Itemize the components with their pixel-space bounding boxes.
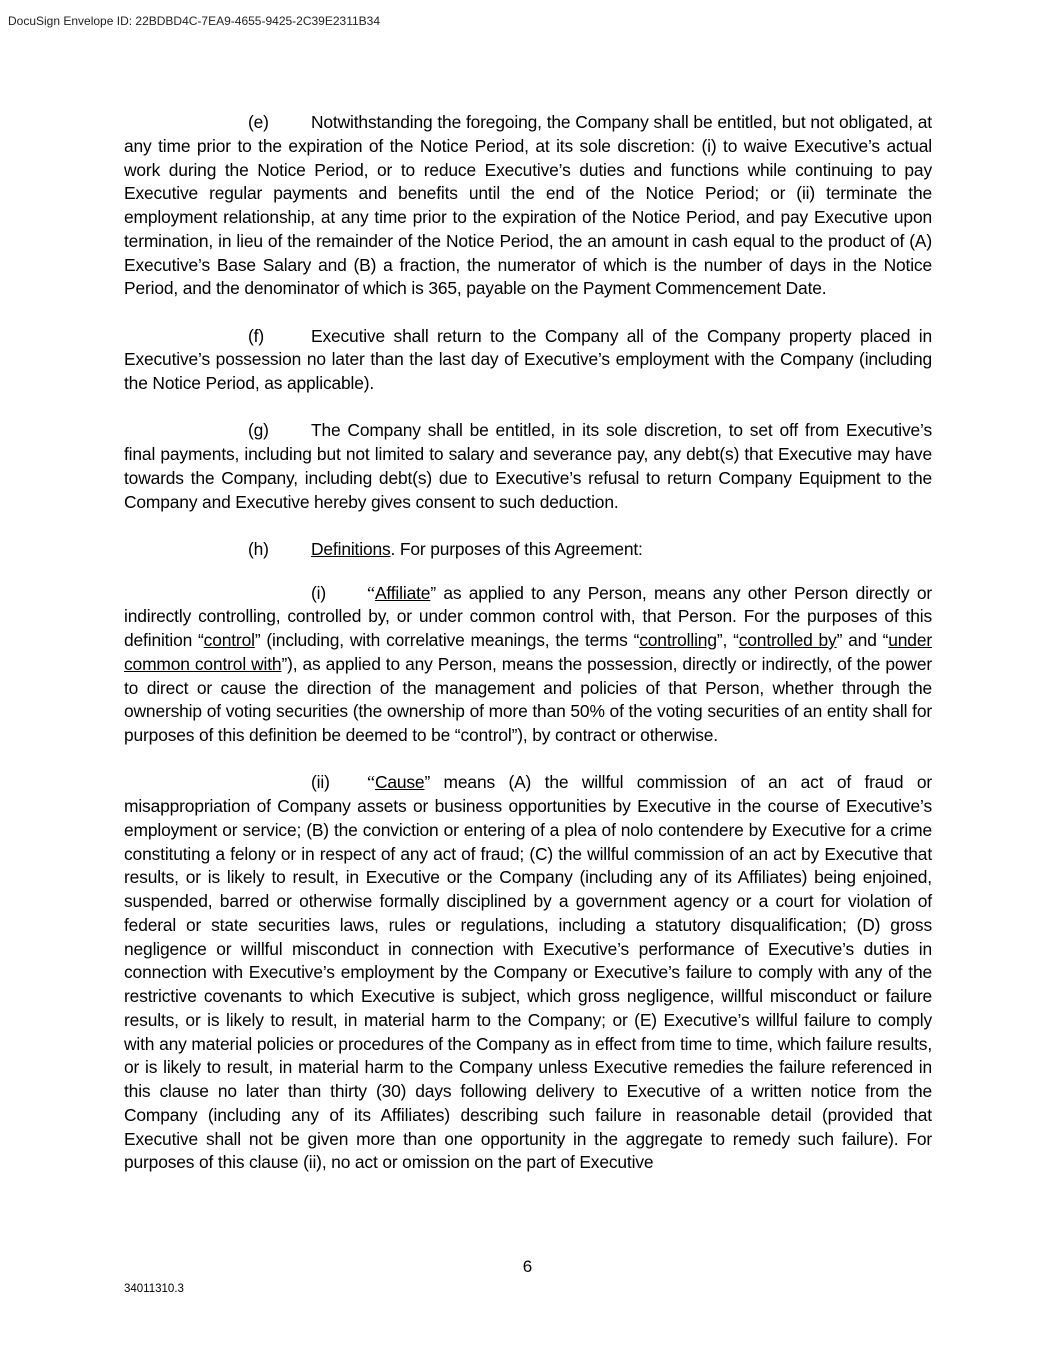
section-g <box>124 419 932 514</box>
section-h <box>124 538 932 562</box>
section-h-label: (h) <box>248 538 269 559</box>
section-f <box>124 325 932 396</box>
page-number: 6 <box>522 1257 533 1276</box>
definition-affiliate: (i) “Affiliate” as applied to any Person, means any other Person directly or indirectly controlling, controlled by, or under common control with, that Person. For the purposes of this definition “control” (including, with correlative meanings, the terms “controlling”, “controlled by” and “under common control with”), as applied to any Person, means the possession, directly or indirectly, of the power to direct or cause the direction of the management and policies of that Person, whether through the ownership of voting securities (the ownership of more than 50% of the voting securities of an entity shall for purposes of this definition be deemed to be “control”), by contract or otherwise. <box>124 582 932 745</box>
term-cause: Cause <box>374 772 425 793</box>
section-f-text: Executive shall return to the Company all of the Company property placed in Executive’s possession no later than the last day of Executive’s employment with the Company (including the Notice Period, as applicable). <box>124 325 932 393</box>
section-g-label: (g) <box>248 420 269 441</box>
term-controlling: controlling <box>639 630 717 650</box>
section-g-text: The Company shall be entitled, in its sole discretion, to set off from Executive’s final payments, including but not limited to salary and severance pay, any debt(s) that Executive may have towards the Company, including debt(s) due to Executive’s refusal to return Company Equipment to the Company and Executive hereby gives consent to such deduction. <box>124 420 932 512</box>
definition-cause: (ii) “Cause” means (A) the willful commission of an act of fraud or misappropriation of Company assets or business opportunities by Executive in the course of Executive’s employment or service; (B) the conviction or entering of a plea of nolo contendere by Executive for a crime constituting a felony or in respect of any act of fraud; (C) the willful commission of an act by Executive that results, or is likely to result, in Executive or the Company (including any of its Affiliates) being enjoined, suspended, barred or otherwise formally disciplined by a government agency or a court for violation of federal or state securities laws, rules or regulations, including a statutory disqualification; (D) gross negligence or willful misconduct in connection with Executive’s performance of Executive’s duties in connection with Executive’s employment by the Company or Executive’s failure to comply with any of the restrictive covenants to which Executive is subject, which gross negligence, willful misconduct or failure results, or is likely to result, in material harm to the Company; or (E) Executive’s willful failure to comply with any material policies or procedures of the Company as in effect from time to time, which failure results, or is likely to result, in material harm to the Company unless Executive remedies the failure referenced in this clause no later than thirty (30) days following delivery to Executive of a written notice from the Company (including any of its Affiliates) describing such failure in reasonable detail (provided that Executive shall not be given more than one opportunity in the aggregate to remedy such failure). For purposes of this clause (ii), no act or omission on the part of Executive <box>124 772 932 1173</box>
term-under-common-control-with: under common control with <box>124 630 932 674</box>
term-controlled-by: controlled by <box>738 630 837 650</box>
page-body <box>124 111 932 1199</box>
section-e-label: (e) <box>248 112 269 132</box>
definitions-heading: Definitions <box>311 538 391 559</box>
term-affiliate: Affiliate <box>374 582 431 603</box>
definition-affiliate-label: (i) <box>311 582 326 603</box>
section-f-label: (f) <box>248 325 264 346</box>
section-e <box>124 111 932 301</box>
definition-cause-label: (ii) <box>311 772 330 793</box>
document-id: 34011310.3 <box>124 1283 184 1295</box>
envelope-id: DocuSign Envelope ID: 22BDBD4C-7EA9-4655-9425-2C39E2311B34 <box>8 14 381 28</box>
section-h-text: . For purposes of this Agreement: <box>390 538 643 559</box>
section-e-text: Notwithstanding the foregoing, the Company shall be entitled, but not obligated, at any time prior to the expiration of the Notice Period, at its sole discretion: (i) to waive Executive’s actual work during the Notice Period, or to reduce Executive’s duties and functions while continuing to pay Executive regular payments and benefits until the end of the Notice Period; or (ii) terminate the employment relationship, at any time prior to the expiration of the Notice Period, and pay Executive upon termination, in lieu of the remainder of the Notice Period, the an amount in cash equal to the product of (A) Executive’s Base Salary and (B) a fraction, the numerator of which is the number of days in the Notice Period, and the denominator of which is 365, payable on the Payment Commencement Date. <box>124 112 932 299</box>
term-control: control <box>203 630 255 650</box>
